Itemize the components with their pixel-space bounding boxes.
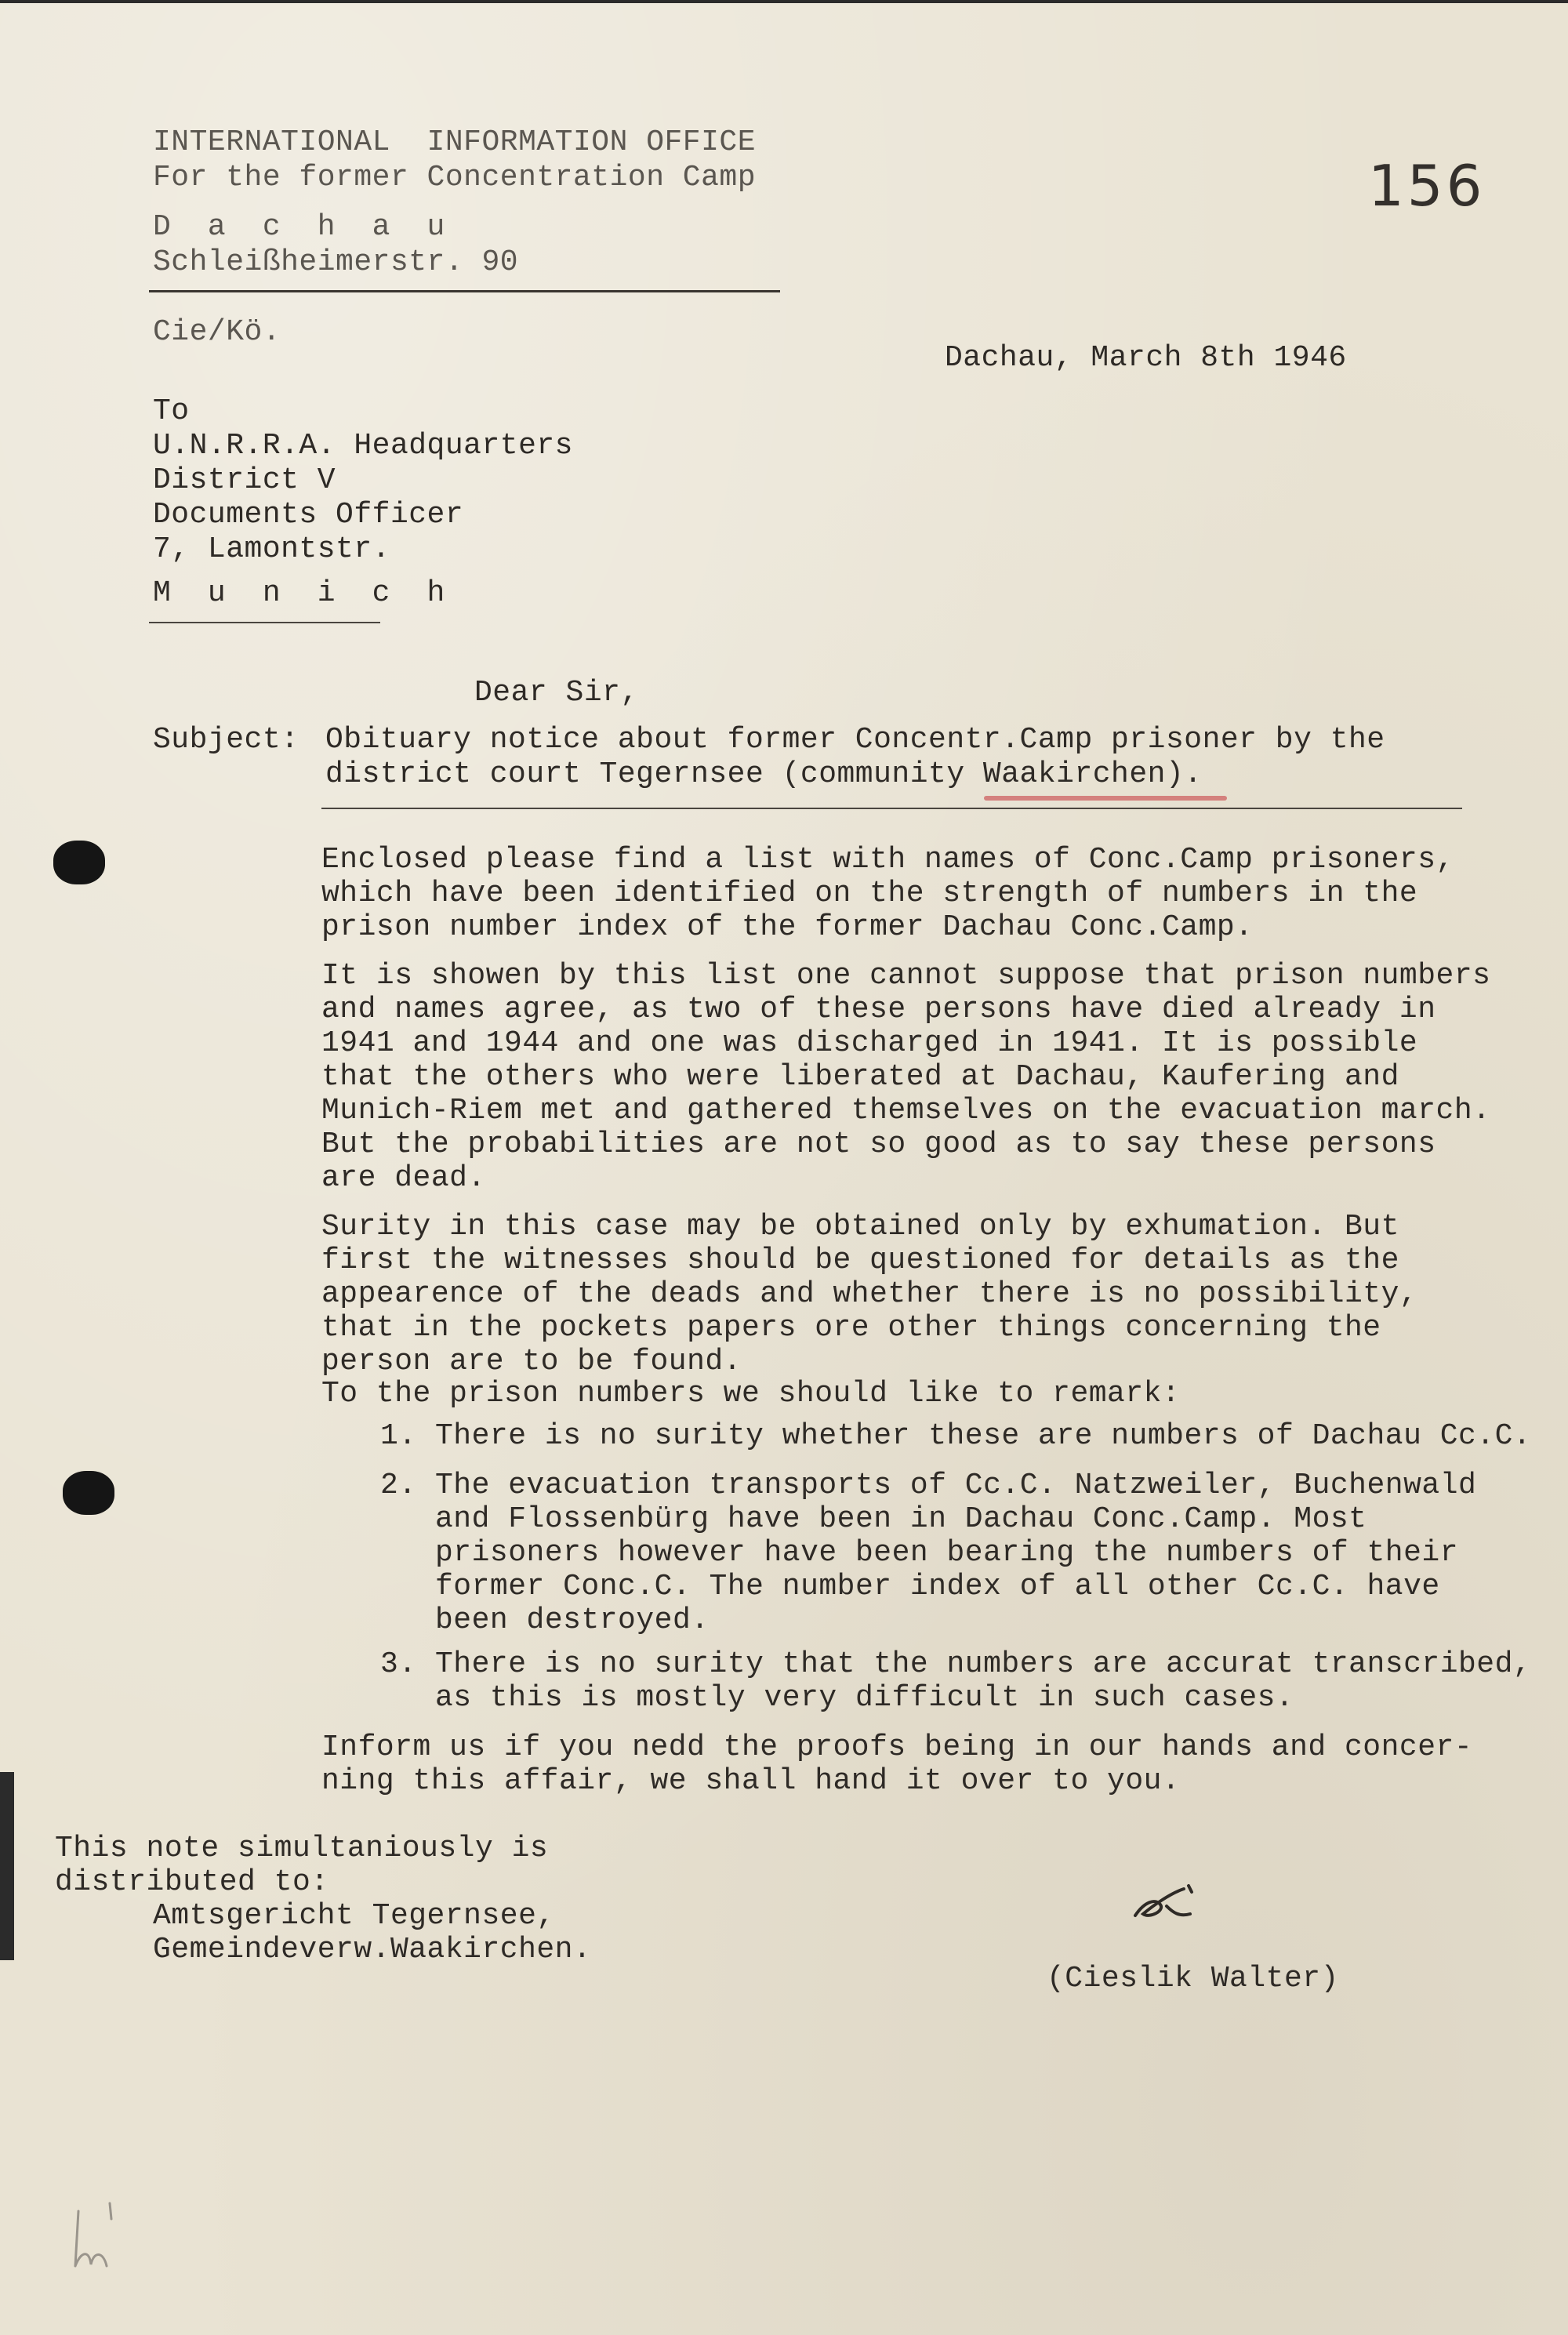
paragraph-1-line-3: prison number index of the former Dachau Conc.Camp.	[321, 910, 1254, 944]
subject-line-1: Obituary notice about former Concentr.Camp prisoner by the	[325, 723, 1385, 757]
scan-edge-top	[0, 0, 1568, 3]
paragraph-3-line-4: that in the pockets papers ore other things concerning the	[321, 1311, 1381, 1345]
remark-2-line-2: and Flossenbürg have been in Dachau Conc.Camp. Most	[435, 1502, 1367, 1536]
remark-1-line-1: There is no surity whether these are numbers of Dachau Cc.C.	[435, 1419, 1532, 1453]
pencil-mark	[63, 2195, 133, 2282]
subject-rule	[321, 808, 1462, 809]
remark-1-number: 1.	[380, 1419, 417, 1453]
date-line: Dachau, March 8th 1946	[945, 341, 1347, 375]
paragraph-3-line-3: appearence of the deads and whether there is no possibility,	[321, 1277, 1418, 1311]
signatory-name: (Cieslik Walter)	[1047, 1962, 1339, 1995]
paragraph-3-line-5: person are to be found.	[321, 1345, 742, 1378]
paragraph-1-line-1: Enclosed please find a list with names of Conc.Camp prisoners,	[321, 843, 1454, 877]
remark-2-line-3: prisoners however have been bearing the numbers of their	[435, 1536, 1459, 1570]
letterhead-line-2: For the former Concentration Camp	[153, 161, 757, 194]
distribution-line-2: distributed to:	[55, 1865, 329, 1899]
remark-3-number: 3.	[380, 1647, 417, 1681]
remark-3-line-1: There is no surity that the numbers are accurat transcribed,	[435, 1647, 1532, 1681]
recipient-line-1: U.N.R.R.A. Headquarters	[153, 429, 573, 463]
letterhead-rule	[149, 290, 780, 292]
remark-2-line-4: former Conc.C. The number index of all other Cc.C. have	[435, 1570, 1440, 1603]
punch-hole-bottom	[63, 1471, 114, 1515]
remark-3-line-2: as this is mostly very difficult in such cases.	[435, 1681, 1294, 1715]
page-number-stamp: 156	[1368, 153, 1486, 219]
paragraph-2-line-2: and names agree, as two of these persons have died already in	[321, 993, 1436, 1026]
closing-line-2: ning this affair, we shall hand it over to you.	[321, 1764, 1181, 1798]
signature-mark	[1129, 1878, 1200, 1933]
letterhead-city: D a c h a u	[153, 210, 445, 244]
closing-line-1: Inform us if you nedd the proofs being in our hands and concer-	[321, 1730, 1473, 1764]
distribution-line-1: This note simultaniously is	[55, 1832, 549, 1865]
letterhead-line-1: INTERNATIONAL INFORMATION OFFICE	[153, 125, 757, 159]
remark-2-line-1: The evacuation transports of Cc.C. Natzweiler, Buchenwald	[435, 1469, 1477, 1502]
letterhead-address: Schleißheimerstr. 90	[153, 245, 519, 279]
paragraph-2-line-3: 1941 and 1944 and one was discharged in 1941. It is possible	[321, 1026, 1418, 1060]
paragraph-3-line-6: To the prison numbers we should like to remark:	[321, 1377, 1181, 1411]
recipient-rule	[149, 622, 380, 623]
recipient-line-4: 7, Lamontstr.	[153, 532, 390, 566]
recipient-city: M u n i c h	[153, 576, 445, 610]
paragraph-3-line-1: Surity in this case may be obtained only by exhumation. But	[321, 1210, 1399, 1244]
paragraph-2-line-5: Munich-Riem met and gathered themselves on the evacuation march.	[321, 1094, 1491, 1128]
paragraph-2-line-7: are dead.	[321, 1161, 486, 1195]
reference-code: Cie/Kö.	[153, 315, 281, 349]
subject-label: Subject:	[153, 723, 299, 757]
paragraph-1-line-2: which have been identified on the strength of numbers in the	[321, 877, 1418, 910]
red-pencil-underline	[984, 796, 1227, 801]
paragraph-2-line-6: But the probabilities are not so good as to say these persons	[321, 1128, 1436, 1161]
recipient-line-2: District V	[153, 463, 336, 497]
scan-edge-left	[0, 1772, 14, 1960]
paragraph-2-line-4: that the others who were liberated at Dachau, Kaufering and	[321, 1060, 1399, 1094]
distribution-line-4: Gemeindeverw.Waakirchen.	[153, 1933, 592, 1966]
subject-line-2: district court Tegernsee (community Waakirchen).	[325, 757, 1203, 791]
punch-hole-top	[53, 841, 105, 884]
distribution-line-3: Amtsgericht Tegernsee,	[153, 1899, 555, 1933]
paragraph-2-line-1: It is showen by this list one cannot suppose that prison numbers	[321, 959, 1491, 993]
recipient-to: To	[153, 394, 190, 428]
remark-2-number: 2.	[380, 1469, 417, 1502]
paragraph-3-line-2: first the witnesses should be questioned for details as the	[321, 1244, 1399, 1277]
remark-2-line-5: been destroyed.	[435, 1603, 710, 1637]
salutation: Dear Sir,	[474, 676, 639, 710]
recipient-line-3: Documents Officer	[153, 498, 464, 532]
